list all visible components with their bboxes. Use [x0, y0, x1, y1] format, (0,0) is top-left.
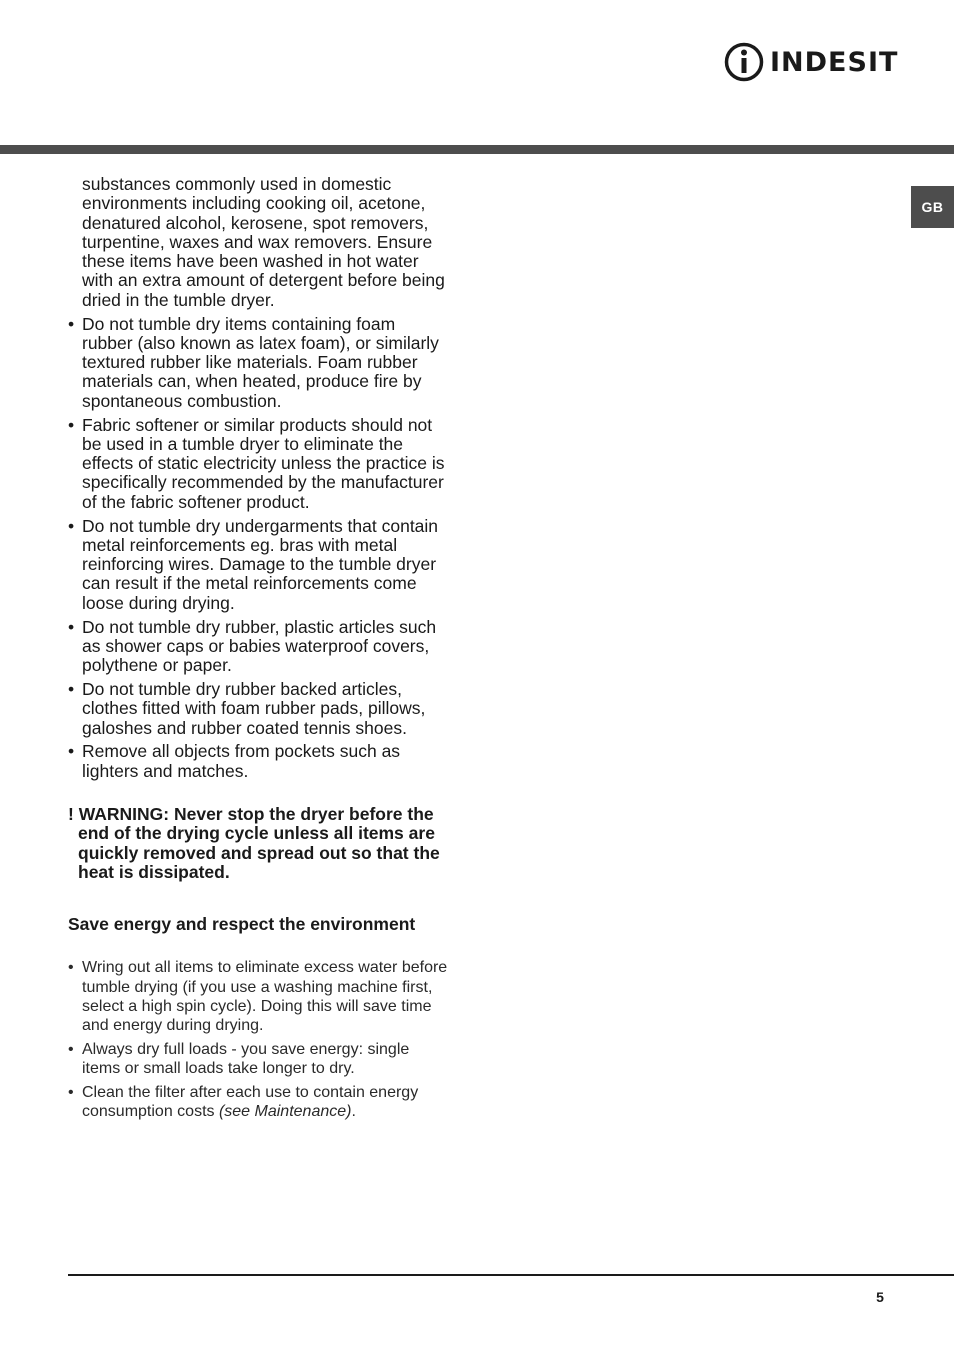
list-item — [68, 1083, 448, 1122]
list-item — [68, 315, 448, 411]
bullet: • — [68, 741, 75, 762]
bullet: • — [68, 678, 75, 699]
list-item-text: Fabric softener or similar products should not be used in a tumble dryer to eliminate the effects of static electricity unless the practice is specifically recommended by the manufacturer of the fabric softener product. — [82, 414, 445, 512]
list-item — [68, 958, 448, 1035]
list-item-text: Do not tumble dry undergarments that contain metal reinforcements eg. bras with metal reinforcing wires. Damage to the tumble dryer can result if the metal reinforcements come loose during drying. — [82, 515, 439, 613]
bullet: • — [68, 515, 75, 536]
list-item — [68, 416, 448, 512]
indesit-logo — [724, 40, 898, 84]
bullet: • — [68, 1041, 74, 1059]
bullet: • — [68, 959, 74, 977]
warning-notice — [68, 805, 448, 883]
bullet: • — [68, 313, 75, 334]
list-item — [68, 517, 448, 613]
list-item — [68, 1040, 448, 1079]
list-item-text: Do not tumble dry rubber, plastic articles such as shower caps or babies waterproof covers, polythene or paper. — [82, 616, 437, 676]
list-item — [68, 742, 448, 781]
energy-list — [68, 958, 448, 1121]
list-item-text: Clean the filter after each use to contain energy consumption costs — [82, 1084, 419, 1121]
section-title: Save energy and respect the environment — [68, 913, 416, 934]
warning-text: Never stop the dryer before the end of the drying cycle unless all items are quickly removed and spread out so that the heat is dissipated. — [78, 803, 440, 883]
list-item — [68, 680, 448, 738]
bullet: • — [68, 1084, 74, 1102]
brand-name: INDESIT — [770, 46, 899, 78]
bullet: • — [68, 414, 75, 435]
header-divider — [0, 145, 954, 154]
sentence-end: . — [351, 1103, 356, 1121]
list-item-text: Wring out all items to eliminate excess water before tumble drying (if you use a washing machine first, select a high spin cycle). Doing this will save time and energy during drying. — [82, 959, 448, 1035]
bullet: • — [68, 616, 75, 637]
footer-divider — [68, 1274, 954, 1276]
maintenance-reference: (see Maintenance) — [218, 1103, 352, 1121]
warning-label: ! WARNING: — [68, 803, 170, 824]
list-item-text: Remove all objects from pockets such as lighters and matches. — [82, 741, 401, 781]
list-item-text: Do not tumble dry items containing foam rubber (also known as latex foam), or similarly textured rubber like materials. Foam rubber materials can, when heated, produce fire by spontaneous combustion. — [82, 313, 439, 411]
continued-text: substances commonly used in domestic environments including cooking oil, acetone, denatured alcohol, kerosene, spot removers, turpentine, waxes and wax removers. Ensure these items have been washed in hot water with an extra amount of detergent before being dried in the tumble dryer. — [82, 174, 445, 310]
indesit-logo-icon — [724, 42, 764, 82]
list-item-text: Do not tumble dry rubber backed articles, clothes fitted with foam rubber pads, pillows, galoshes and rubber coated tennis shoes. — [82, 678, 426, 738]
list-item — [68, 618, 448, 676]
main-content — [68, 175, 448, 1126]
page-number: 5 — [876, 1289, 884, 1305]
language-tab: GB — [911, 186, 954, 228]
list-item-text: Always dry full loads - you save energy: single items or small loads take longer to dry. — [82, 1041, 410, 1078]
continued-paragraph — [68, 175, 448, 310]
